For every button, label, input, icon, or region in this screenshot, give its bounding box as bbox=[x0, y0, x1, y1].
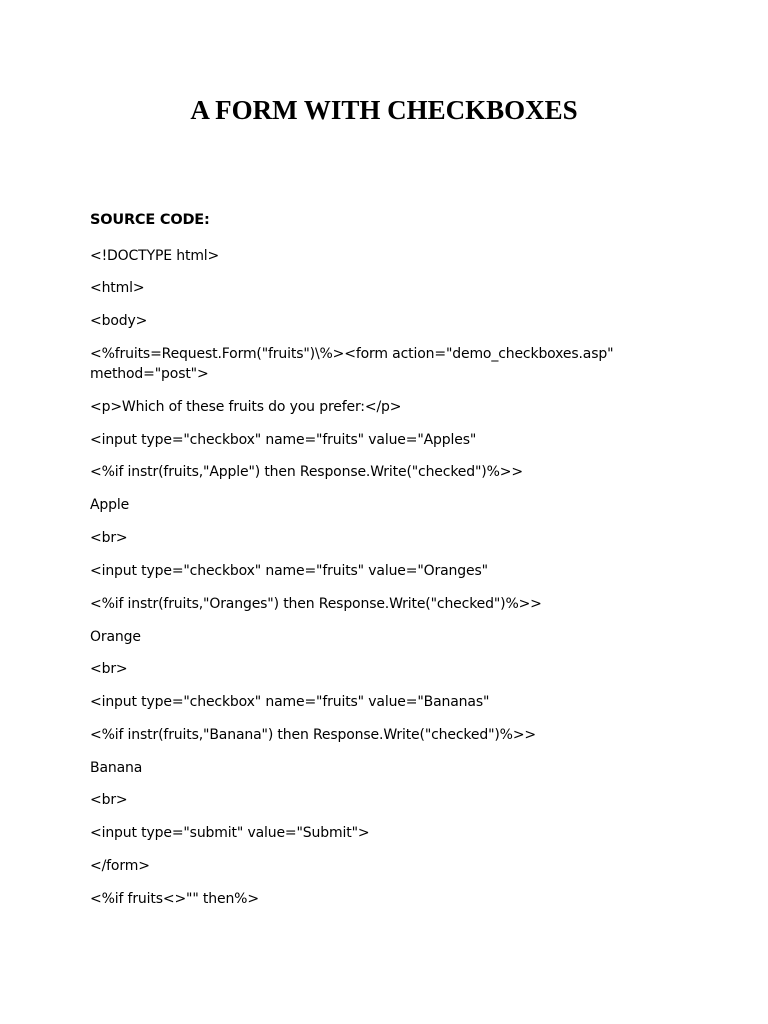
code-line: Orange bbox=[90, 629, 141, 645]
code-line: <%fruits=Request.Form("fruits")\%><form action="demo_checkboxes.asp" method="post"> bbox=[90, 346, 614, 382]
code-line: <%if instr(fruits,"Banana") then Response.Write("checked")%>> bbox=[90, 727, 536, 743]
code-line: <input type="submit" value="Submit"> bbox=[90, 825, 370, 841]
code-line: <br> bbox=[90, 661, 128, 677]
code-line: <input type="checkbox" name="fruits" value="Apples" bbox=[90, 432, 477, 448]
code-line: <p>Which of these fruits do you prefer:</p> bbox=[90, 399, 402, 415]
code-line: <%if instr(fruits,"Apple") then Response.Write("checked")%>> bbox=[90, 464, 523, 480]
code-line: <%if instr(fruits,"Oranges") then Response.Write("checked")%>> bbox=[90, 596, 542, 612]
code-line: <br> bbox=[90, 792, 128, 808]
page-title: A FORM WITH CHECKBOXES bbox=[190, 95, 578, 125]
code-line: <%if fruits<>"" then%> bbox=[90, 891, 259, 907]
code-line: <html> bbox=[90, 280, 145, 296]
code-line: Apple bbox=[90, 497, 130, 513]
code-line: <input type="checkbox" name="fruits" value="Bananas" bbox=[90, 694, 490, 710]
code-line: <body> bbox=[90, 313, 148, 329]
code-line: <!DOCTYPE html> bbox=[90, 248, 220, 264]
code-line: </form> bbox=[90, 858, 150, 874]
code-line: <input type="checkbox" name="fruits" value="Oranges" bbox=[90, 563, 488, 579]
code-line: <br> bbox=[90, 530, 128, 546]
code-line: Banana bbox=[90, 760, 143, 776]
section-heading: SOURCE CODE: bbox=[90, 212, 210, 228]
